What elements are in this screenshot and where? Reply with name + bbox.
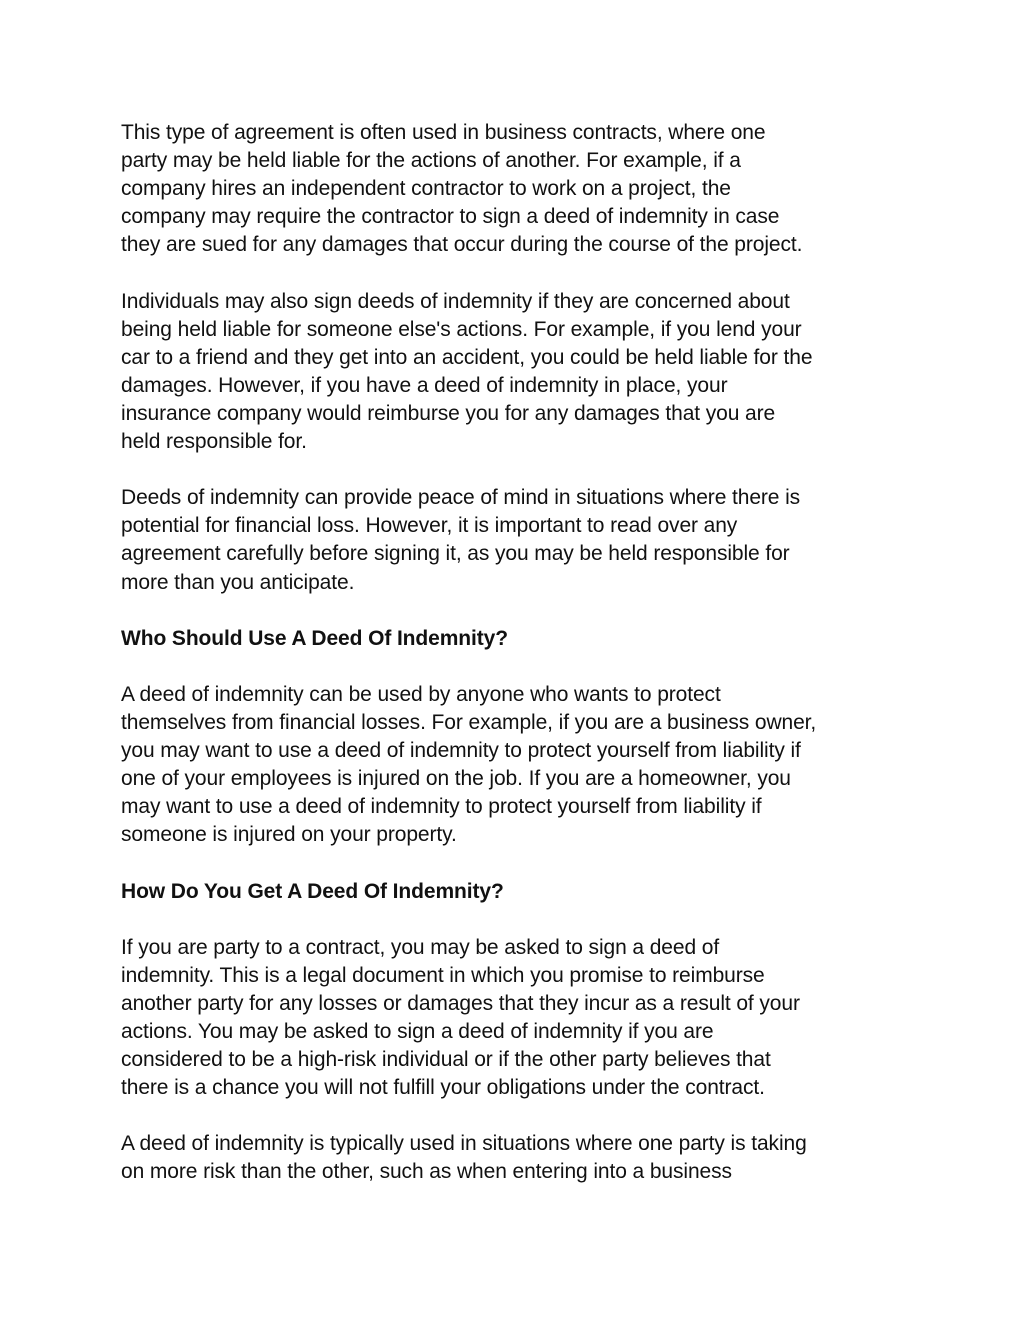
text-line: more than you anticipate. <box>121 570 355 594</box>
text-line: party may be held liable for the actions of another. For example, if a <box>121 149 741 173</box>
text-line: you may want to use a deed of indemnity to protect yourself from liability if <box>121 739 801 763</box>
text-line: company may require the contractor to sign a deed of indemnity in case <box>121 205 780 229</box>
text-line: on more risk than the other, such as when entering into a business <box>121 1160 732 1184</box>
text-line: someone is injured on your property. <box>121 823 457 847</box>
text-line: being held liable for someone else's actions. For example, if you lend your <box>121 317 802 341</box>
text-line: insurance company would reimburse you for any damages that you are <box>121 401 776 425</box>
paragraph-peace-of-mind <box>121 484 921 596</box>
section-heading-how-to-get: How Do You Get A Deed Of Indemnity? <box>121 879 504 903</box>
section-heading-who-should-use: Who Should Use A Deed Of Indemnity? <box>121 626 508 650</box>
text-line: there is a chance you will not fulfill your obligations under the contract. <box>121 1076 765 1100</box>
text-line: Individuals may also sign deeds of indemnity if they are concerned about <box>121 289 790 313</box>
text-line: If you are party to a contract, you may be asked to sign a deed of <box>121 935 720 959</box>
text-line: damages. However, if you have a deed of indemnity in place, your <box>121 373 728 397</box>
text-line: company hires an independent contractor to work on a project, the <box>121 177 731 201</box>
text-line: This type of agreement is often used in business contracts, where one <box>121 121 766 144</box>
text-line: potential for financial loss. However, it is important to read over any <box>121 514 738 538</box>
paragraph-party-to-contract <box>121 934 921 1103</box>
text-line: considered to be a high-risk individual or if the other party believes that <box>121 1048 771 1072</box>
paragraph-typical-use <box>121 1130 921 1186</box>
text-line: may want to use a deed of indemnity to protect yourself from liability if <box>121 795 762 819</box>
text-line: car to a friend and they get into an accident, you could be held liable for the <box>121 345 813 369</box>
text-line: A deed of indemnity can be used by anyone who wants to protect <box>121 682 721 706</box>
paragraph-individuals <box>121 288 921 457</box>
paragraph-who-can-use <box>121 681 921 850</box>
text-line: they are sued for any damages that occur during the course of the project. <box>121 233 803 257</box>
text-line: Deeds of indemnity can provide peace of mind in situations where there is <box>121 486 801 510</box>
document-page <box>121 119 921 1215</box>
text-line: A deed of indemnity is typically used in situations where one party is taking <box>121 1132 807 1156</box>
text-line: another party for any losses or damages that they incur as a result of your <box>121 991 800 1015</box>
text-line: one of your employees is injured on the job. If you are a homeowner, you <box>121 767 791 791</box>
paragraph-business-contracts <box>121 119 921 259</box>
text-line: agreement carefully before signing it, as you may be held responsible for <box>121 542 790 566</box>
text-line: themselves from financial losses. For example, if you are a business owner, <box>121 710 817 734</box>
text-line: indemnity. This is a legal document in which you promise to reimburse <box>121 963 765 987</box>
text-line: held responsible for. <box>121 430 307 454</box>
text-line: actions. You may be asked to sign a deed of indemnity if you are <box>121 1020 714 1043</box>
